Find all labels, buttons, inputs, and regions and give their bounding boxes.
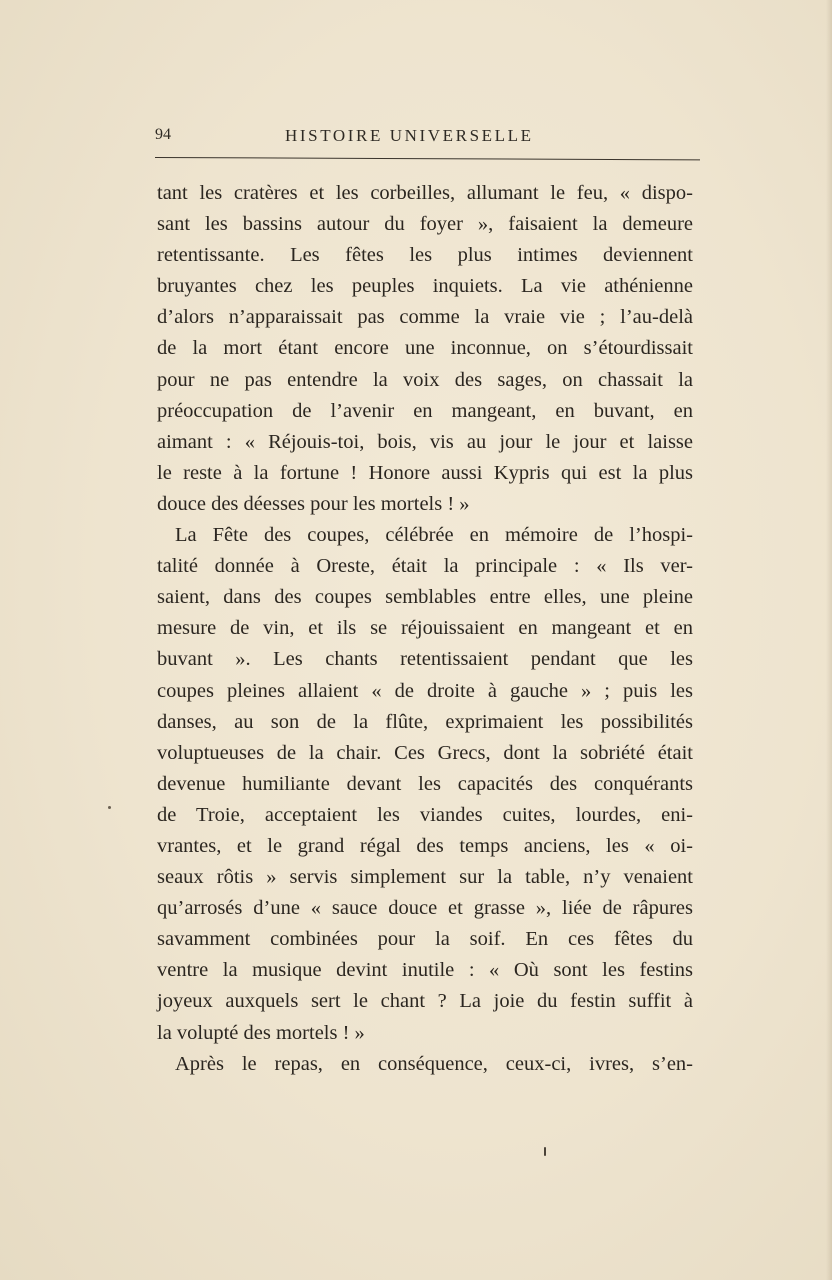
text-line: bruyantes chez les peuples inquiets. La vie athénienne bbox=[157, 275, 693, 298]
paragraph-end-line: douce des déesses pour les mortels ! » bbox=[157, 492, 470, 515]
text-line: danses, au son de la flûte, exprimaient les possibilités bbox=[157, 710, 693, 733]
text-line: le reste à la fortune ! Honore aussi Kypris qui est la plus bbox=[157, 461, 693, 484]
text-line: préoccupation de l’avenir en mangeant, en buvant, en bbox=[157, 399, 693, 422]
text-line: vrantes, et le grand régal des temps anciens, les « oi- bbox=[157, 834, 693, 857]
text-line: pour ne pas entendre la voix des sages, on chassait la bbox=[157, 368, 693, 391]
text-line: buvant ». Les chants retentissaient pendant que les bbox=[157, 648, 693, 671]
paragraph-start-line: La Fête des coupes, célébrée en mémoire de l’hospi- bbox=[175, 524, 693, 547]
page-number: 94 bbox=[155, 126, 171, 143]
text-line: voluptueuses de la chair. Ces Grecs, dont la sobriété était bbox=[157, 741, 693, 764]
text-line: de la mort étant encore une inconnue, on s’étourdissait bbox=[157, 337, 693, 360]
text-line: sant les bassins autour du foyer », faisaient la demeure bbox=[157, 213, 693, 236]
text-line: talité donnée à Oreste, était la principale : « Ils ver- bbox=[157, 555, 693, 578]
text-line: de Troie, acceptaient les viandes cuites, lourdes, eni- bbox=[157, 803, 693, 826]
text-line: devenue humiliante devant les capacités des conquérants bbox=[157, 772, 693, 795]
running-head: HISTOIRE UNIVERSELLE bbox=[285, 126, 534, 145]
text-line: seaux rôtis » servis simplement sur la table, n’y venaient bbox=[157, 866, 693, 889]
page-header bbox=[155, 124, 700, 154]
text-line: d’alors n’apparaissait pas comme la vraie vie ; l’au-delà bbox=[157, 306, 693, 329]
body-text bbox=[157, 178, 693, 1080]
text-line: mesure de vin, et ils se réjouissaient en mangeant et en bbox=[157, 617, 693, 640]
text-line: retentissante. Les fêtes les plus intimes deviennent bbox=[157, 244, 693, 267]
paragraph-start-line: Après le repas, en conséquence, ceux-ci, ivres, s’en- bbox=[175, 1052, 693, 1075]
header-rule bbox=[155, 157, 700, 160]
text-line: tant les cratères et les corbeilles, allumant le feu, « dispo- bbox=[157, 182, 693, 204]
text-line: coupes pleines allaient « de droite à gauche » ; puis les bbox=[157, 679, 693, 702]
text-line: qu’arrosés d’une « sauce douce et grasse », liée de râpures bbox=[157, 897, 693, 920]
text-line: savamment combinées pour la soif. En ces fêtes du bbox=[157, 928, 693, 951]
paper-speck bbox=[108, 806, 111, 809]
text-line: aimant : « Réjouis-toi, bois, vis au jour le jour et laisse bbox=[157, 430, 693, 453]
paragraph-end-line: la volupté des mortels ! » bbox=[157, 1021, 365, 1044]
page-edge-shadow bbox=[826, 0, 832, 1280]
print-mark bbox=[544, 1147, 546, 1156]
text-line: joyeux auxquels sert le chant ? La joie du festin suffit à bbox=[157, 990, 693, 1013]
text-line: saient, dans des coupes semblables entre elles, une pleine bbox=[157, 586, 693, 609]
text-line: ventre la musique devint inutile : « Où sont les festins bbox=[157, 959, 693, 982]
